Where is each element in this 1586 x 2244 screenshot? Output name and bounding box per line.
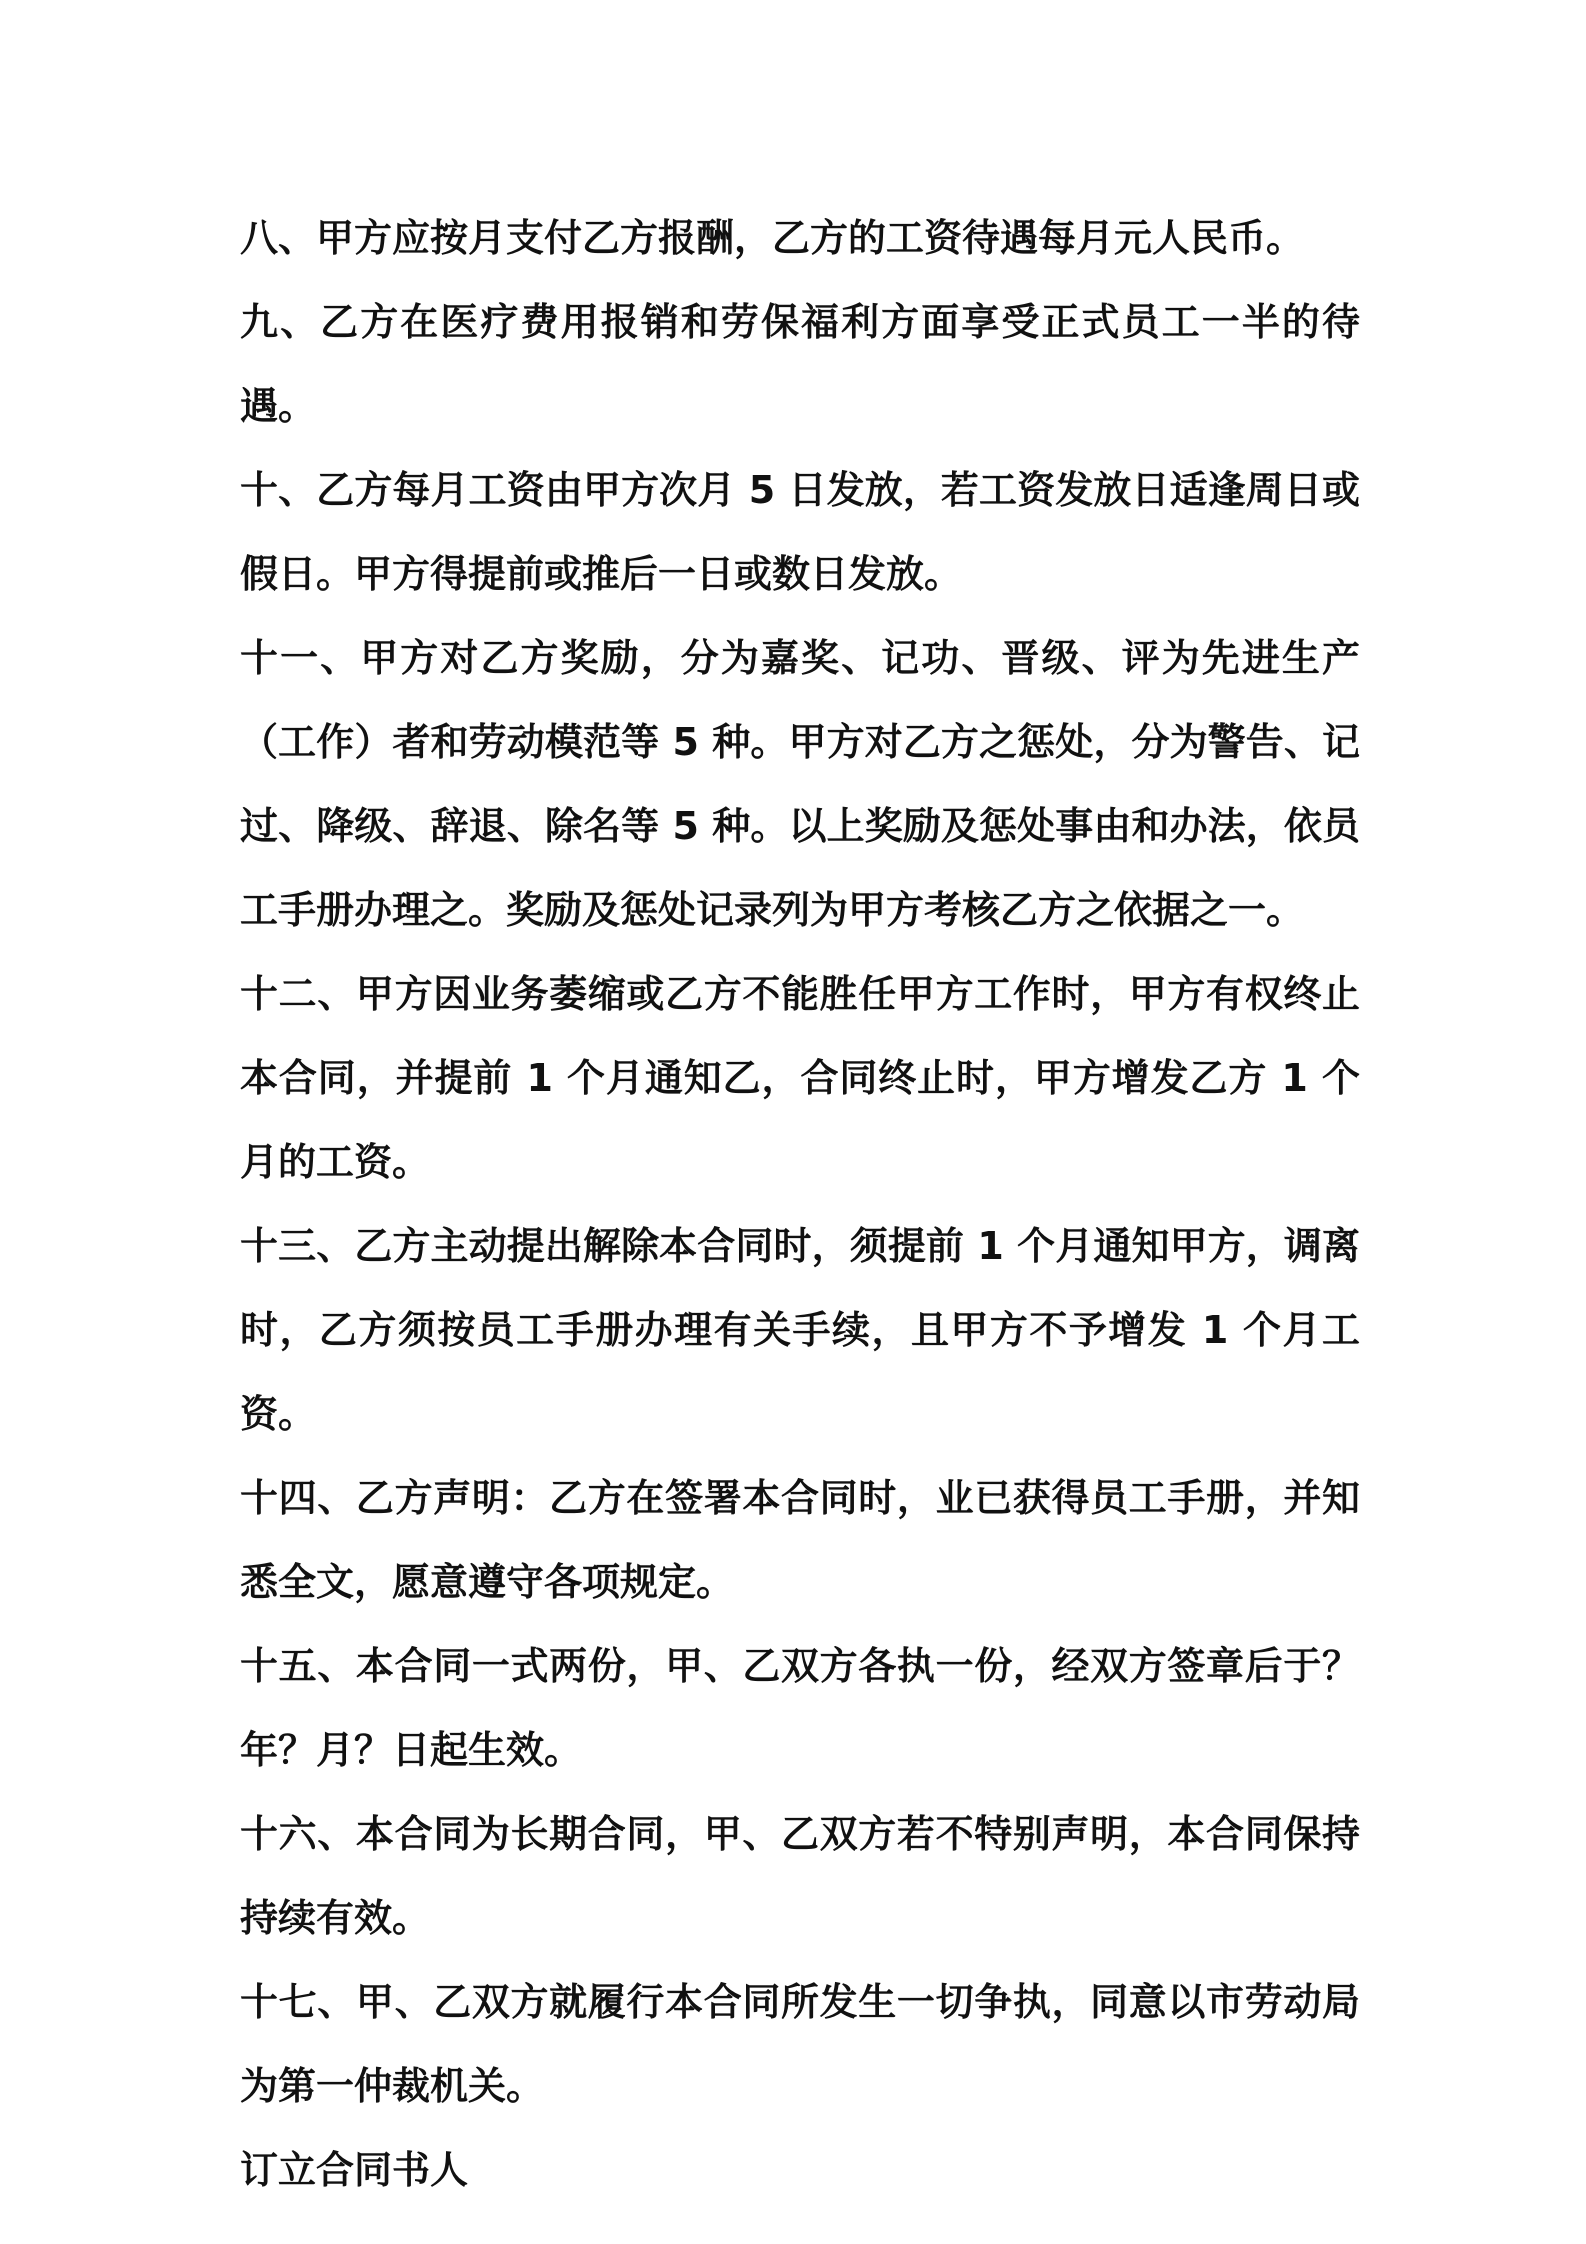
contract-page (240, 196, 1360, 2212)
clause-12: 十二、甲方因业务萎缩或乙方不能胜任甲方工作时，甲方有权终止本合同，并提前 1 个月通知乙，合同终止时，甲方增发乙方 1 个月的工资。 (240, 972, 1360, 1184)
clause-16: 十六、本合同为长期合同，甲、乙双方若不特别声明，本合同保持持续有效。 (240, 1812, 1360, 1940)
clause-9: 九、乙方在医疗费用报销和劳保福利方面享受正式员工一半的待遇。 (240, 300, 1360, 428)
clause-15: 十五、本合同一式两份，甲、乙双方各执一份，经双方签章后于？年？月？日起生效。 (240, 1644, 1360, 1772)
clause-17: 十七、甲、乙双方就履行本合同所发生一切争执，同意以市劳动局为第一仲裁机关。 (240, 1980, 1360, 2108)
clause-13: 十三、乙方主动提出解除本合同时，须提前 1 个月通知甲方，调离时，乙方须按员工手册办理有关手续，且甲方不予增发 1 个月工资。 (240, 1224, 1360, 1436)
clause-10: 十、乙方每月工资由甲方次月 5 日发放，若工资发放日适逢周日或假日。甲方得提前或推后一日或数日发放。 (240, 468, 1360, 596)
signature-line: 订立合同书人 (240, 2148, 469, 2192)
clause-8: 八、甲方应按月支付乙方报酬，乙方的工资待遇每月元人民币。 (240, 216, 1305, 260)
clause-11: 十一、甲方对乙方奖励，分为嘉奖、记功、晋级、评为先进生产（工作）者和劳动模范等 5 种。甲方对乙方之惩处，分为警告、记过、降级、辞退、除名等 5 种。以上奖励及惩处事由和办法，依员工手册办理之。奖励及惩处记录列为甲方考核乙方之依据之一。 (240, 636, 1360, 932)
clause-14: 十四、乙方声明：乙方在签署本合同时，业已获得员工手册，并知悉全文，愿意遵守各项规定。 (240, 1476, 1360, 1604)
